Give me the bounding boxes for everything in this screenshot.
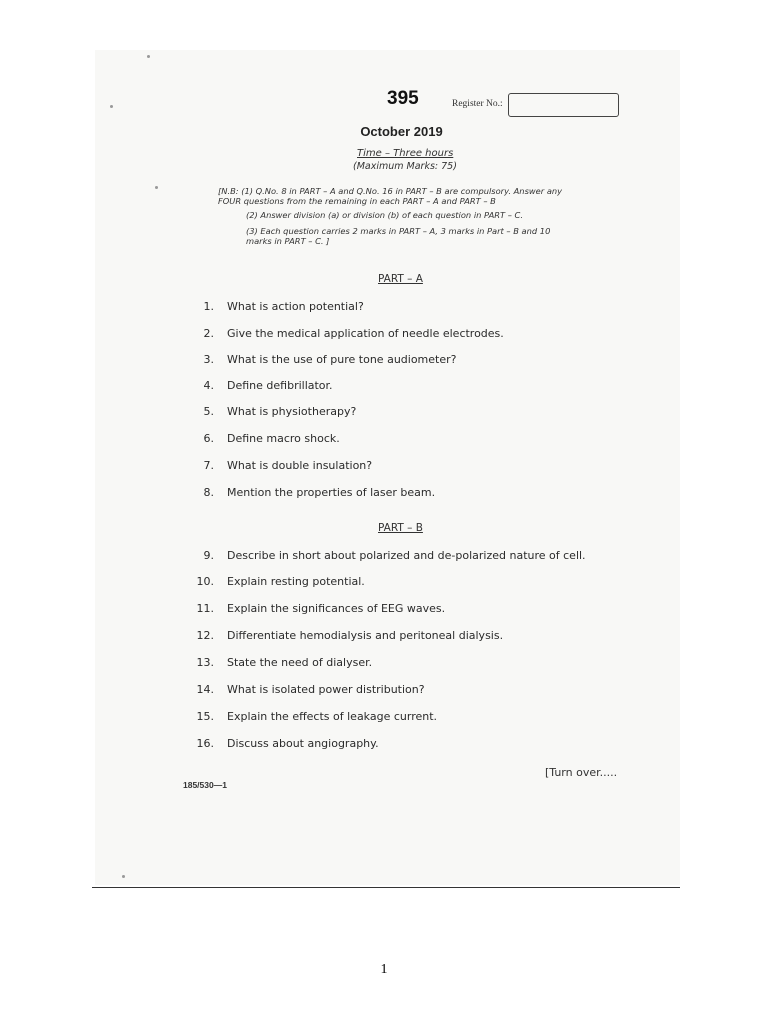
scan-speck [155,186,158,189]
question-item [187,432,340,445]
part-a-heading: PART – A [378,273,423,285]
question-item [187,300,364,313]
register-number-label: Register No.: [452,99,503,109]
question-number: 8. [203,486,214,499]
question-item [180,683,425,696]
question-text: Mention the properties of laser beam. [227,486,436,499]
question-text: Explain the significances of EEG waves. [227,602,446,615]
page-divider [92,887,680,888]
scan-speck [122,875,125,878]
exam-duration: Time – Three hours [357,148,454,159]
scan-speck [147,55,150,58]
question-text: What is isolated power distribution? [227,683,425,696]
question-text: What is action potential? [227,300,364,313]
question-number: 13. [196,656,214,669]
instruction-note-3: (3) Each question carries 2 marks in PART – A, 3 marks in Part – B and 10 marks in PART – C. ] [246,226,551,246]
page-number: 1 [380,962,388,977]
question-number: 4. [203,379,214,392]
paper-code: 185/530—1 [183,780,227,790]
question-number: 2. [203,327,214,340]
question-number: 14. [196,683,214,696]
question-number: 3. [203,353,214,366]
maximum-marks: (Maximum Marks: 75) [353,161,457,172]
question-item [180,629,503,642]
exam-code: 395 [387,88,419,109]
question-text: Explain the effects of leakage current. [227,710,438,723]
question-item [180,602,445,615]
question-number: 1. [203,300,214,313]
question-item [180,737,379,750]
question-item [180,710,437,723]
question-number: 6. [203,432,214,445]
question-number: 7. [203,459,214,472]
question-number: 11. [196,602,214,615]
question-text: Give the medical application of needle electrodes. [227,327,504,340]
question-text: What is physiotherapy? [227,405,357,418]
question-text: State the need of dialyser. [227,656,373,669]
question-text: Define macro shock. [227,432,340,445]
question-item [187,405,356,418]
exam-date: October 2019 [360,124,443,139]
question-text: Define defibrillator. [227,379,333,392]
question-text: Differentiate hemodialysis and peritoneal dialysis. [227,629,504,642]
question-item [180,656,372,669]
question-item [187,379,333,392]
turn-over-note: [Turn over..... [545,766,618,779]
question-text: Discuss about angiography. [227,737,379,750]
question-number: 10. [196,575,214,588]
question-number: 16. [196,737,214,750]
question-text: Describe in short about polarized and de-polarized nature of cell. [227,549,586,562]
question-text: What is double insulation? [227,459,373,472]
question-item [187,353,456,366]
question-item [187,459,372,472]
scan-speck [110,105,113,108]
instruction-note-2: (2) Answer division (a) or division (b) of each question in PART – C. [246,210,523,220]
question-item [180,575,365,588]
question-number: 15. [196,710,214,723]
question-number: 9. [203,549,214,562]
instruction-note-1: [N.B: (1) Q.No. 8 in PART – A and Q.No. 16 in PART – B are compulsory. Answer any FOUR questions from the remaining in each PART – A and PART – B [218,186,563,206]
question-text: Explain resting potential. [227,575,365,588]
scanned-page [95,50,680,885]
question-text: What is the use of pure tone audiometer? [227,353,457,366]
question-item [187,486,435,499]
part-b-heading: PART – B [378,522,423,534]
register-number-box[interactable] [508,93,619,117]
question-number: 5. [203,405,214,418]
question-item [187,327,504,340]
question-number: 12. [196,629,214,642]
question-item [187,549,586,562]
